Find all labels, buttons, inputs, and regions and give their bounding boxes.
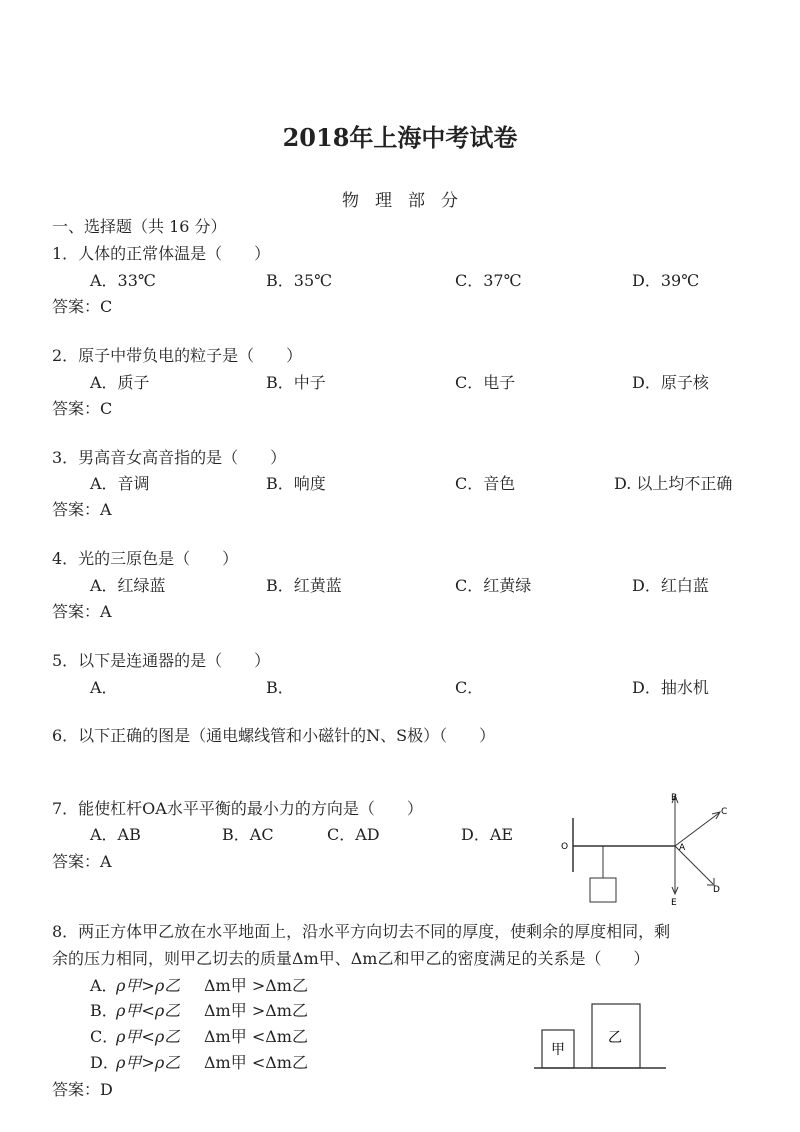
page-title: 2018年上海中考试卷 [282,123,518,152]
question-8-option-b-letter: B． [90,1001,118,1020]
question-1-option-d: D．39℃ [632,271,700,290]
question-4-option-d: D．红白蓝 [632,576,709,595]
question-3-answer: 答案：A [52,500,112,519]
section-heading: 一、选择题（共 16 分） [52,217,227,236]
question-8-option-b-density: ρ甲<ρ乙 [116,1001,181,1020]
question-7-option-a: A．AB [90,825,141,844]
question-8-option-b-mass: Δm甲 >Δm乙 [204,1001,308,1020]
question-1-stem: 1．人体的正常体温是（ ） [52,244,271,263]
question-3-option-d: D. 以上均不正确 [614,474,733,493]
lever-weight [590,878,616,902]
question-7-option-b: B．AC [222,825,274,844]
cube-yi-label: 乙 [608,1030,622,1046]
question-7-option-c: C．AD [327,825,380,844]
question-8-option-c-letter: C． [90,1027,119,1046]
label-a: A [679,843,686,853]
question-1-option-b: B．35℃ [266,271,333,290]
question-2-option-d: D．原子核 [632,373,709,392]
lever-diagram [555,788,755,908]
label-e: E [671,898,677,908]
question-8-option-c-mass: Δm甲 <Δm乙 [204,1027,308,1046]
question-7-option-d: D．AE [461,825,514,844]
question-2-option-a: A．质子 [90,373,150,392]
question-1-option-c: C．37℃ [455,271,522,290]
question-4-option-a: A．红绿蓝 [90,576,166,595]
question-5-stem: 5．以下是连通器的是（ ） [52,651,271,670]
question-5-option-a: A． [90,678,118,697]
question-7-answer: 答案：A [52,852,112,871]
question-8-answer: 答案：D [52,1080,113,1099]
question-6-stem: 6．以下正确的图是（通电螺线管和小磁针的N、S极）（ ） [52,726,496,745]
question-2-option-b: B．中子 [266,373,326,392]
cube-jia-label: 甲 [551,1042,565,1058]
question-8-option-d-letter: D． [90,1053,119,1072]
question-7-stem: 7．能使杠杆OA水平平衡的最小力的方向是（ ） [52,799,423,818]
label-d: D [713,885,720,895]
question-8-line-2: 余的压力相同，则甲乙切去的质量Δm甲、Δm乙和甲乙的密度满足的关系是（ ） [52,949,650,968]
question-3-option-b: B．响度 [266,474,326,493]
question-8-option-a-density: ρ甲>ρ乙 [116,976,181,995]
question-8-option-a-letter: A． [90,976,118,995]
question-8-option-a-mass: Δm甲 >Δm乙 [204,976,308,995]
question-2-option-c: C．电子 [455,373,516,392]
label-b: B [671,793,678,803]
question-4-option-b: B．红黄蓝 [266,576,342,595]
question-3-option-c: C．音色 [455,474,516,493]
label-o: O [561,842,569,852]
question-4-answer: 答案：A [52,602,112,621]
question-2-answer: 答案：C [52,399,113,418]
question-5-option-b: B． [266,678,294,697]
question-8-line-1: 8．两正方体甲乙放在水平地面上，沿水平方向切去不同的厚度，使剩余的厚度相同，剩 [52,922,671,941]
question-2-stem: 2．原子中带负电的粒子是（ ） [52,346,303,365]
cubes-diagram [530,998,670,1072]
question-1-answer: 答案：C [52,297,113,316]
question-4-stem: 4．光的三原色是（ ） [52,549,239,568]
question-5-option-c: C． [455,678,484,697]
question-8-option-c-density: ρ甲<ρ乙 [116,1027,181,1046]
section-subtitle: 物理部分 [342,191,474,211]
question-1-option-a: A．33℃ [90,271,156,290]
question-3-stem: 3．男高音女高音指的是（ ） [52,448,287,467]
question-3-option-a: A．音调 [90,474,150,493]
arrow-ac [675,813,719,846]
question-8-option-d-mass: Δm甲 <Δm乙 [204,1053,308,1072]
label-c: C [721,807,728,817]
question-8-option-d-density: ρ甲>ρ乙 [116,1053,181,1072]
question-5-option-d: D．抽水机 [632,678,709,697]
question-4-option-c: C．红黄绿 [455,576,532,595]
